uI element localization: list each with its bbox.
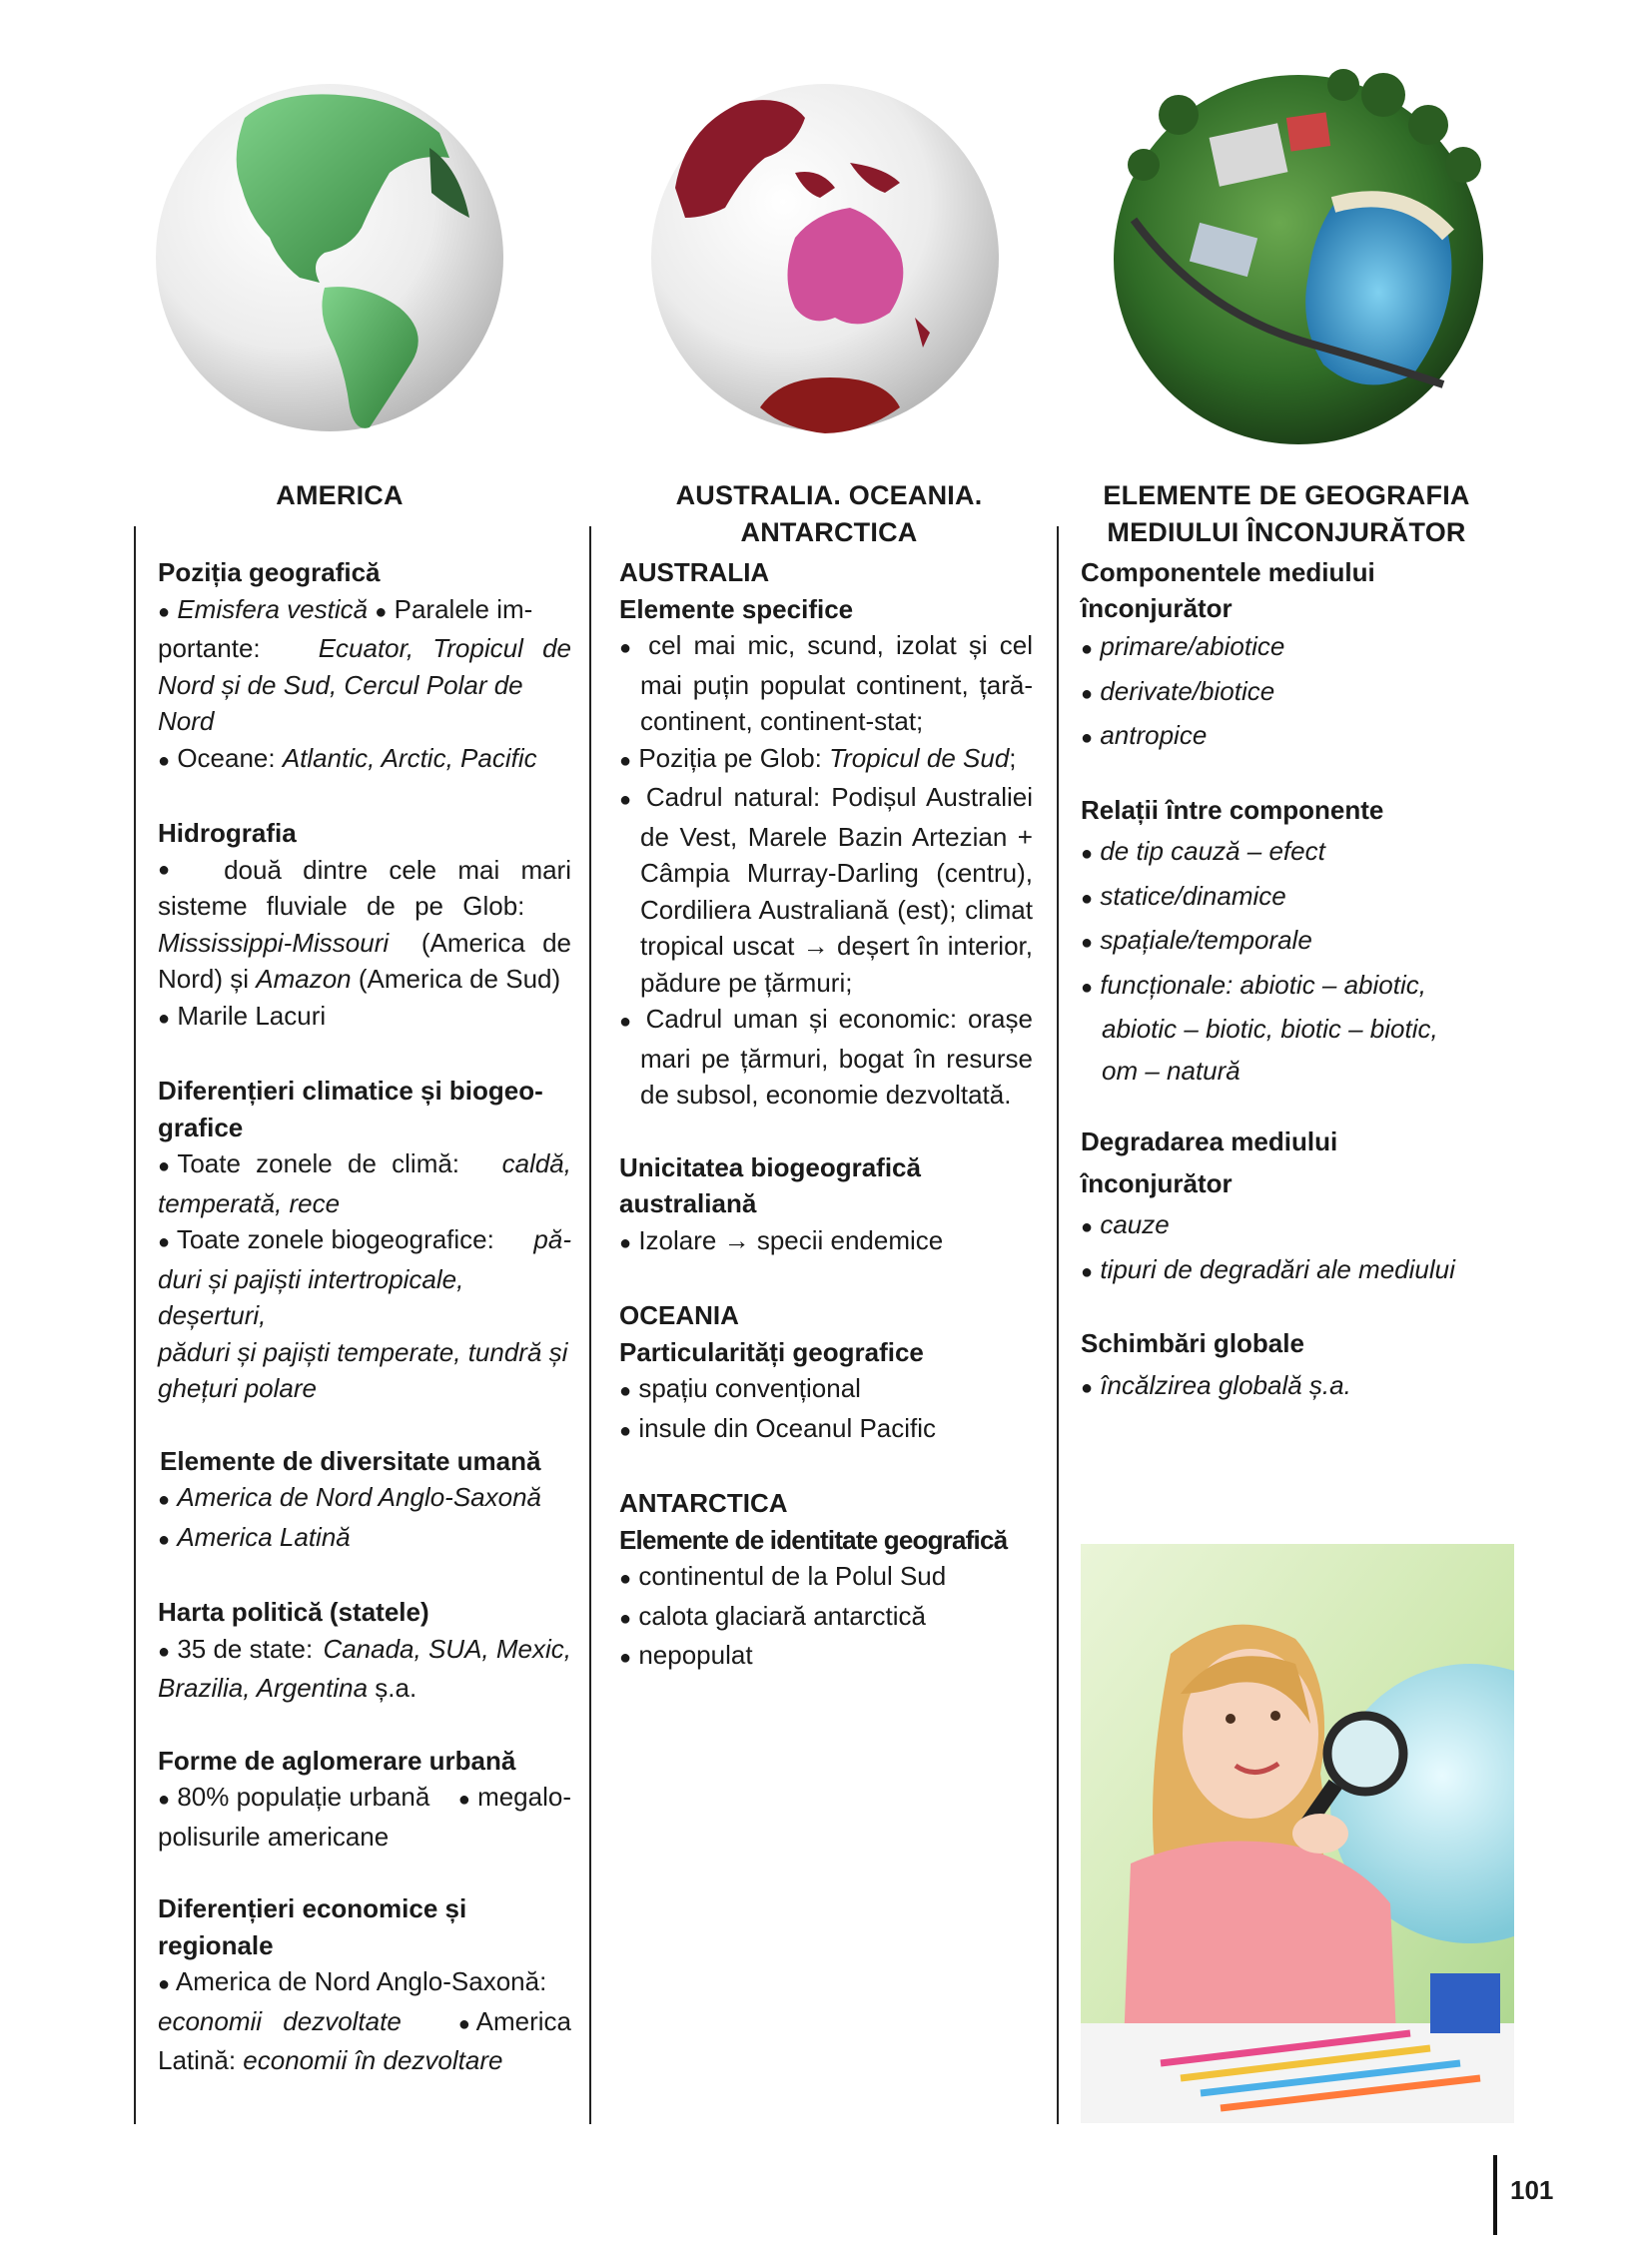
text-line — [158, 630, 571, 667]
bullet-item — [619, 1222, 1033, 1262]
mediu-title-line1: ELEMENTE DE GEOGRAFIA — [1103, 480, 1470, 510]
text-line: om – natură — [1102, 1055, 1240, 1086]
bullet-icon: ● — [619, 1419, 632, 1442]
section-heading: Componentele mediului — [1081, 557, 1375, 587]
elemente-specifice-section — [619, 591, 1033, 1114]
text-span: funcționale: abiotic – abiotic, — [1100, 969, 1426, 1000]
bullet-item — [619, 1637, 1033, 1677]
text-line: păduri și pajiști temperate, tundră și — [158, 1336, 568, 1367]
column-divider-left — [134, 526, 136, 2124]
bullet-icon: ● — [1081, 843, 1094, 865]
text-span: ș.a. — [368, 1673, 417, 1703]
schimbari-section — [1081, 1323, 1520, 1409]
text-span: nepopulat — [638, 1640, 753, 1670]
text-span: Cadrul natural: Podișul Australiei de Vest, Marele Bazin Artezian + Câmpia Murray-Darling (centru), Cordiliera Australiană (est); climat tropical uscat → deșert în interior, pădure pe țărmuri; — [640, 782, 1033, 998]
text-span: Tropicul de Sud — [829, 742, 1010, 773]
america-title-text: AMERICA — [276, 480, 404, 510]
bullet-item — [619, 1558, 1033, 1598]
bullet-icon: ● — [1081, 1260, 1094, 1283]
text-line — [158, 1519, 571, 1559]
section-heading: înconjurător — [1081, 593, 1233, 623]
text-span: Oceane: — [177, 742, 283, 773]
mediu-title-line2: MEDIULUI ÎNCONJURĂTOR — [1107, 517, 1466, 547]
text-line — [158, 740, 571, 780]
mediu-column — [1081, 554, 1520, 1445]
text-line — [158, 1670, 571, 1707]
text-line — [158, 1779, 571, 1819]
bullet-item — [1081, 1249, 1520, 1294]
text-span: 80% populație urbană — [177, 1782, 430, 1812]
section-heading: Relații între componente — [1081, 794, 1384, 825]
text-span: Brazilia, Argentina — [158, 1673, 369, 1703]
bullet-icon: ● — [158, 1231, 171, 1253]
text-span: economii dezvoltate — [158, 2005, 402, 2036]
bullet-icon: ● — [158, 1789, 171, 1811]
bullet-item — [1081, 920, 1520, 965]
text-span: două dintre cele mai mari — [224, 854, 571, 885]
unicitate-section — [619, 1149, 1033, 1262]
bullet-item — [1081, 965, 1520, 1010]
bullet-icon: ● — [1081, 887, 1094, 910]
antarctica-label: ANTARCTICA — [619, 1488, 788, 1518]
text-line — [158, 852, 571, 889]
text-line — [158, 1963, 571, 2003]
section-heading: australiană — [619, 1188, 757, 1218]
text-span: ; — [1009, 742, 1017, 773]
text-span: Poziția pe Glob: — [638, 742, 830, 773]
text-span: Cadrul uman și economic: orașe mari pe țărmuri, bogat în resurse de subsol, economie dezvoltată. — [640, 1004, 1033, 1110]
column-divider-right — [1057, 526, 1059, 2124]
text-span: cel mai mic, scund, izolat și cel mai puțin populat continent, țară-continent, continent-stat; — [640, 630, 1033, 736]
text-line: ghețuri polare — [158, 1373, 317, 1403]
bullet-icon: ● — [457, 2012, 470, 2035]
bullet-icon: ● — [158, 1007, 171, 1030]
text-line — [158, 1631, 571, 1671]
bullet-item — [1081, 1365, 1520, 1410]
section-heading: înconjurător — [1081, 1167, 1233, 1198]
bullet-icon: ● — [158, 858, 171, 881]
harta-politica-section — [158, 1594, 571, 1707]
text-line — [158, 591, 571, 631]
column-divider-middle — [589, 526, 591, 2124]
bullet-icon: ● — [158, 1973, 171, 1995]
section-heading: Particularități geografice — [619, 1336, 924, 1367]
oceania-label: OCEANIA — [619, 1300, 739, 1330]
bullet-icon: ● — [619, 1568, 632, 1590]
australia-globe-image — [645, 78, 1005, 437]
section-heading: Elemente de diversitate umană — [160, 1445, 541, 1476]
text-span: Emisfera vestică — [177, 593, 369, 624]
text-span: Ecuator, Tropicul de — [318, 633, 571, 663]
text-span: Paralele im- — [394, 593, 533, 624]
bullet-icon: ● — [1081, 682, 1094, 705]
aglomerare-urbana-section — [158, 1743, 571, 1856]
america-globe-image — [150, 78, 509, 437]
bullet-icon: ● — [619, 749, 632, 772]
bullet-item — [1081, 671, 1520, 716]
bullet-icon: ● — [619, 1231, 632, 1254]
text-span: megalo- — [477, 1782, 571, 1812]
section-heading: Hidrografia — [158, 818, 297, 848]
text-span: Amazon — [256, 964, 352, 994]
bullet-icon: ● — [158, 749, 171, 772]
section-heading: grafice — [158, 1112, 244, 1142]
diversitate-umana-section — [158, 1443, 571, 1559]
bullet-icon: ● — [158, 1528, 171, 1551]
bullet-icon: ● — [1081, 1216, 1094, 1238]
text-line — [158, 1145, 571, 1185]
text-span: (America de Sud) — [351, 964, 561, 994]
text-line — [158, 998, 571, 1038]
bullet-icon: ● — [1081, 727, 1094, 749]
bullet-icon: ● — [158, 600, 171, 623]
bullet-item — [619, 1001, 1033, 1114]
text-span: Atlantic, Arctic, Pacific — [282, 742, 537, 773]
text-line: abiotic – biotic, biotic – biotic, — [1102, 1014, 1438, 1044]
bullet-icon: ● — [375, 600, 388, 623]
text-line — [158, 1221, 571, 1261]
environment-planet-image — [1084, 55, 1503, 464]
pozitia-section — [158, 554, 571, 779]
diferentieri-climatice-section — [158, 1073, 571, 1407]
text-span: Latină: — [158, 2045, 244, 2075]
girl-magnifier-photo — [1081, 1544, 1514, 2123]
text-span: primare/abiotice — [1100, 631, 1285, 661]
australia-column — [619, 554, 1033, 1713]
australia-title-line1: AUSTRALIA. OCEANIA. — [675, 480, 983, 510]
text-span: 35 de state: — [177, 1633, 314, 1664]
page-number-bar — [1493, 2155, 1497, 2235]
text-span: America de Nord Anglo-Saxonă — [177, 1482, 542, 1512]
section-heading: Schimbări globale — [1081, 1328, 1304, 1358]
text-span: continentul de la Polul Sud — [638, 1561, 947, 1591]
degradarea-section — [1081, 1121, 1520, 1293]
bullet-icon: ● — [1081, 932, 1094, 954]
australia-title-line2: ANTARCTICA — [740, 517, 918, 547]
bullet-icon: ● — [619, 637, 636, 659]
text-span: economii în dezvoltare — [243, 2045, 503, 2075]
text-span: derivate/biotice — [1100, 675, 1275, 706]
text-line — [158, 2003, 571, 2043]
text-line: temperată, rece — [158, 1187, 341, 1218]
text-line — [158, 2042, 571, 2079]
text-span: (America de — [420, 927, 571, 958]
bullet-icon: ● — [619, 789, 635, 811]
section-heading: Degradarea mediului — [1081, 1126, 1338, 1156]
section-heading: Harta politică (statele) — [158, 1597, 429, 1627]
bullet-item — [1081, 831, 1520, 876]
text-span: America Latină — [177, 1521, 351, 1552]
bullet-icon: ● — [619, 1380, 632, 1402]
section-heading: Elemente de identitate geografică — [619, 1524, 1008, 1555]
antarctica-section — [619, 1485, 1033, 1677]
text-span: Canada, SUA, Mexic, — [323, 1633, 571, 1664]
section-heading: Poziția geografică — [158, 557, 381, 587]
bullet-item — [619, 1598, 1033, 1638]
bullet-item — [619, 779, 1033, 1001]
text-line: sisteme fluviale de pe Glob: — [158, 891, 525, 921]
bullet-icon: ● — [619, 1647, 632, 1669]
text-span: Marile Lacuri — [177, 1000, 327, 1031]
bullet-item — [619, 1410, 1033, 1450]
bullet-icon: ● — [619, 1607, 632, 1630]
relatii-section — [1081, 790, 1520, 1093]
section-heading: Unicitatea biogeografică — [619, 1151, 921, 1182]
australia-column-title — [599, 477, 1059, 551]
text-span: cauze — [1100, 1209, 1170, 1239]
text-span: Mississippi-Missouri — [158, 927, 390, 958]
page-number: 101 — [1510, 2175, 1554, 2205]
text-span: statice/dinamice — [1100, 880, 1286, 911]
bullet-item — [619, 627, 1033, 740]
text-line — [158, 1479, 571, 1519]
text-span: de tip cauză – efect — [1100, 836, 1325, 866]
bullet-item — [619, 740, 1033, 780]
text-span: calota glaciară antarctică — [638, 1600, 926, 1631]
text-line — [158, 925, 571, 962]
text-span: Toate zonele biogeografice: — [176, 1224, 494, 1254]
text-span: încălzirea globală ș.a. — [1100, 1369, 1351, 1400]
text-line: duri și pajiști intertropicale, deșerturi, — [158, 1263, 464, 1330]
bullet-item — [1081, 1204, 1520, 1249]
australia-label: AUSTRALIA — [619, 557, 770, 587]
bullet-icon: ● — [619, 1011, 635, 1033]
diferentieri-economice-section — [158, 1890, 571, 2079]
bullet-icon: ● — [1081, 1376, 1094, 1399]
componentele-section — [1081, 554, 1520, 760]
text-span: Nord) și — [158, 964, 257, 994]
text-span: Toate zonele de climă: — [177, 1148, 460, 1178]
text-span: Izolare → specii endemice — [638, 1224, 944, 1255]
bullet-icon: ● — [457, 1789, 470, 1811]
mediu-column-title — [1057, 477, 1516, 551]
text-span: America de Nord Anglo-Saxonă: — [175, 1966, 547, 1996]
section-heading: Elemente specifice — [619, 593, 854, 624]
bullet-icon: ● — [1081, 638, 1094, 660]
oceania-section — [619, 1297, 1033, 1449]
hidrografia-section — [158, 815, 571, 1037]
section-heading: Diferențieri climatice și biogeo- — [158, 1076, 543, 1106]
bullet-icon: ● — [158, 1640, 171, 1663]
text-line: polisurile americane — [158, 1821, 390, 1852]
bullet-item — [1081, 626, 1520, 671]
bullet-icon: ● — [1081, 976, 1094, 999]
text-span: antropice — [1100, 720, 1208, 750]
text-span: portante: — [158, 633, 261, 663]
text-line — [158, 961, 571, 998]
section-heading: Diferențieri economice și — [158, 1893, 467, 1923]
bullet-icon: ● — [158, 1489, 171, 1511]
text-span: spațiale/temporale — [1100, 925, 1312, 955]
text-span: insule din Oceanul Pacific — [638, 1412, 937, 1443]
america-column-title — [150, 477, 529, 514]
text-span: pă- — [533, 1224, 571, 1254]
section-heading: regionale — [158, 1929, 274, 1960]
bullet-item — [1081, 876, 1520, 921]
section-heading: Forme de aglomerare urbană — [158, 1745, 516, 1776]
bullet-item — [1081, 715, 1520, 760]
bullet-icon: ● — [158, 1155, 171, 1177]
text-span: caldă, — [501, 1148, 571, 1178]
text-span: tipuri de degradări ale mediului — [1100, 1253, 1455, 1284]
bullet-item — [619, 1370, 1033, 1410]
america-column — [158, 554, 571, 2115]
text-span: spațiu convențional — [638, 1373, 861, 1403]
text-span: America — [475, 2005, 571, 2036]
text-line: Nord și de Sud, Cercul Polar de Nord — [158, 669, 523, 736]
